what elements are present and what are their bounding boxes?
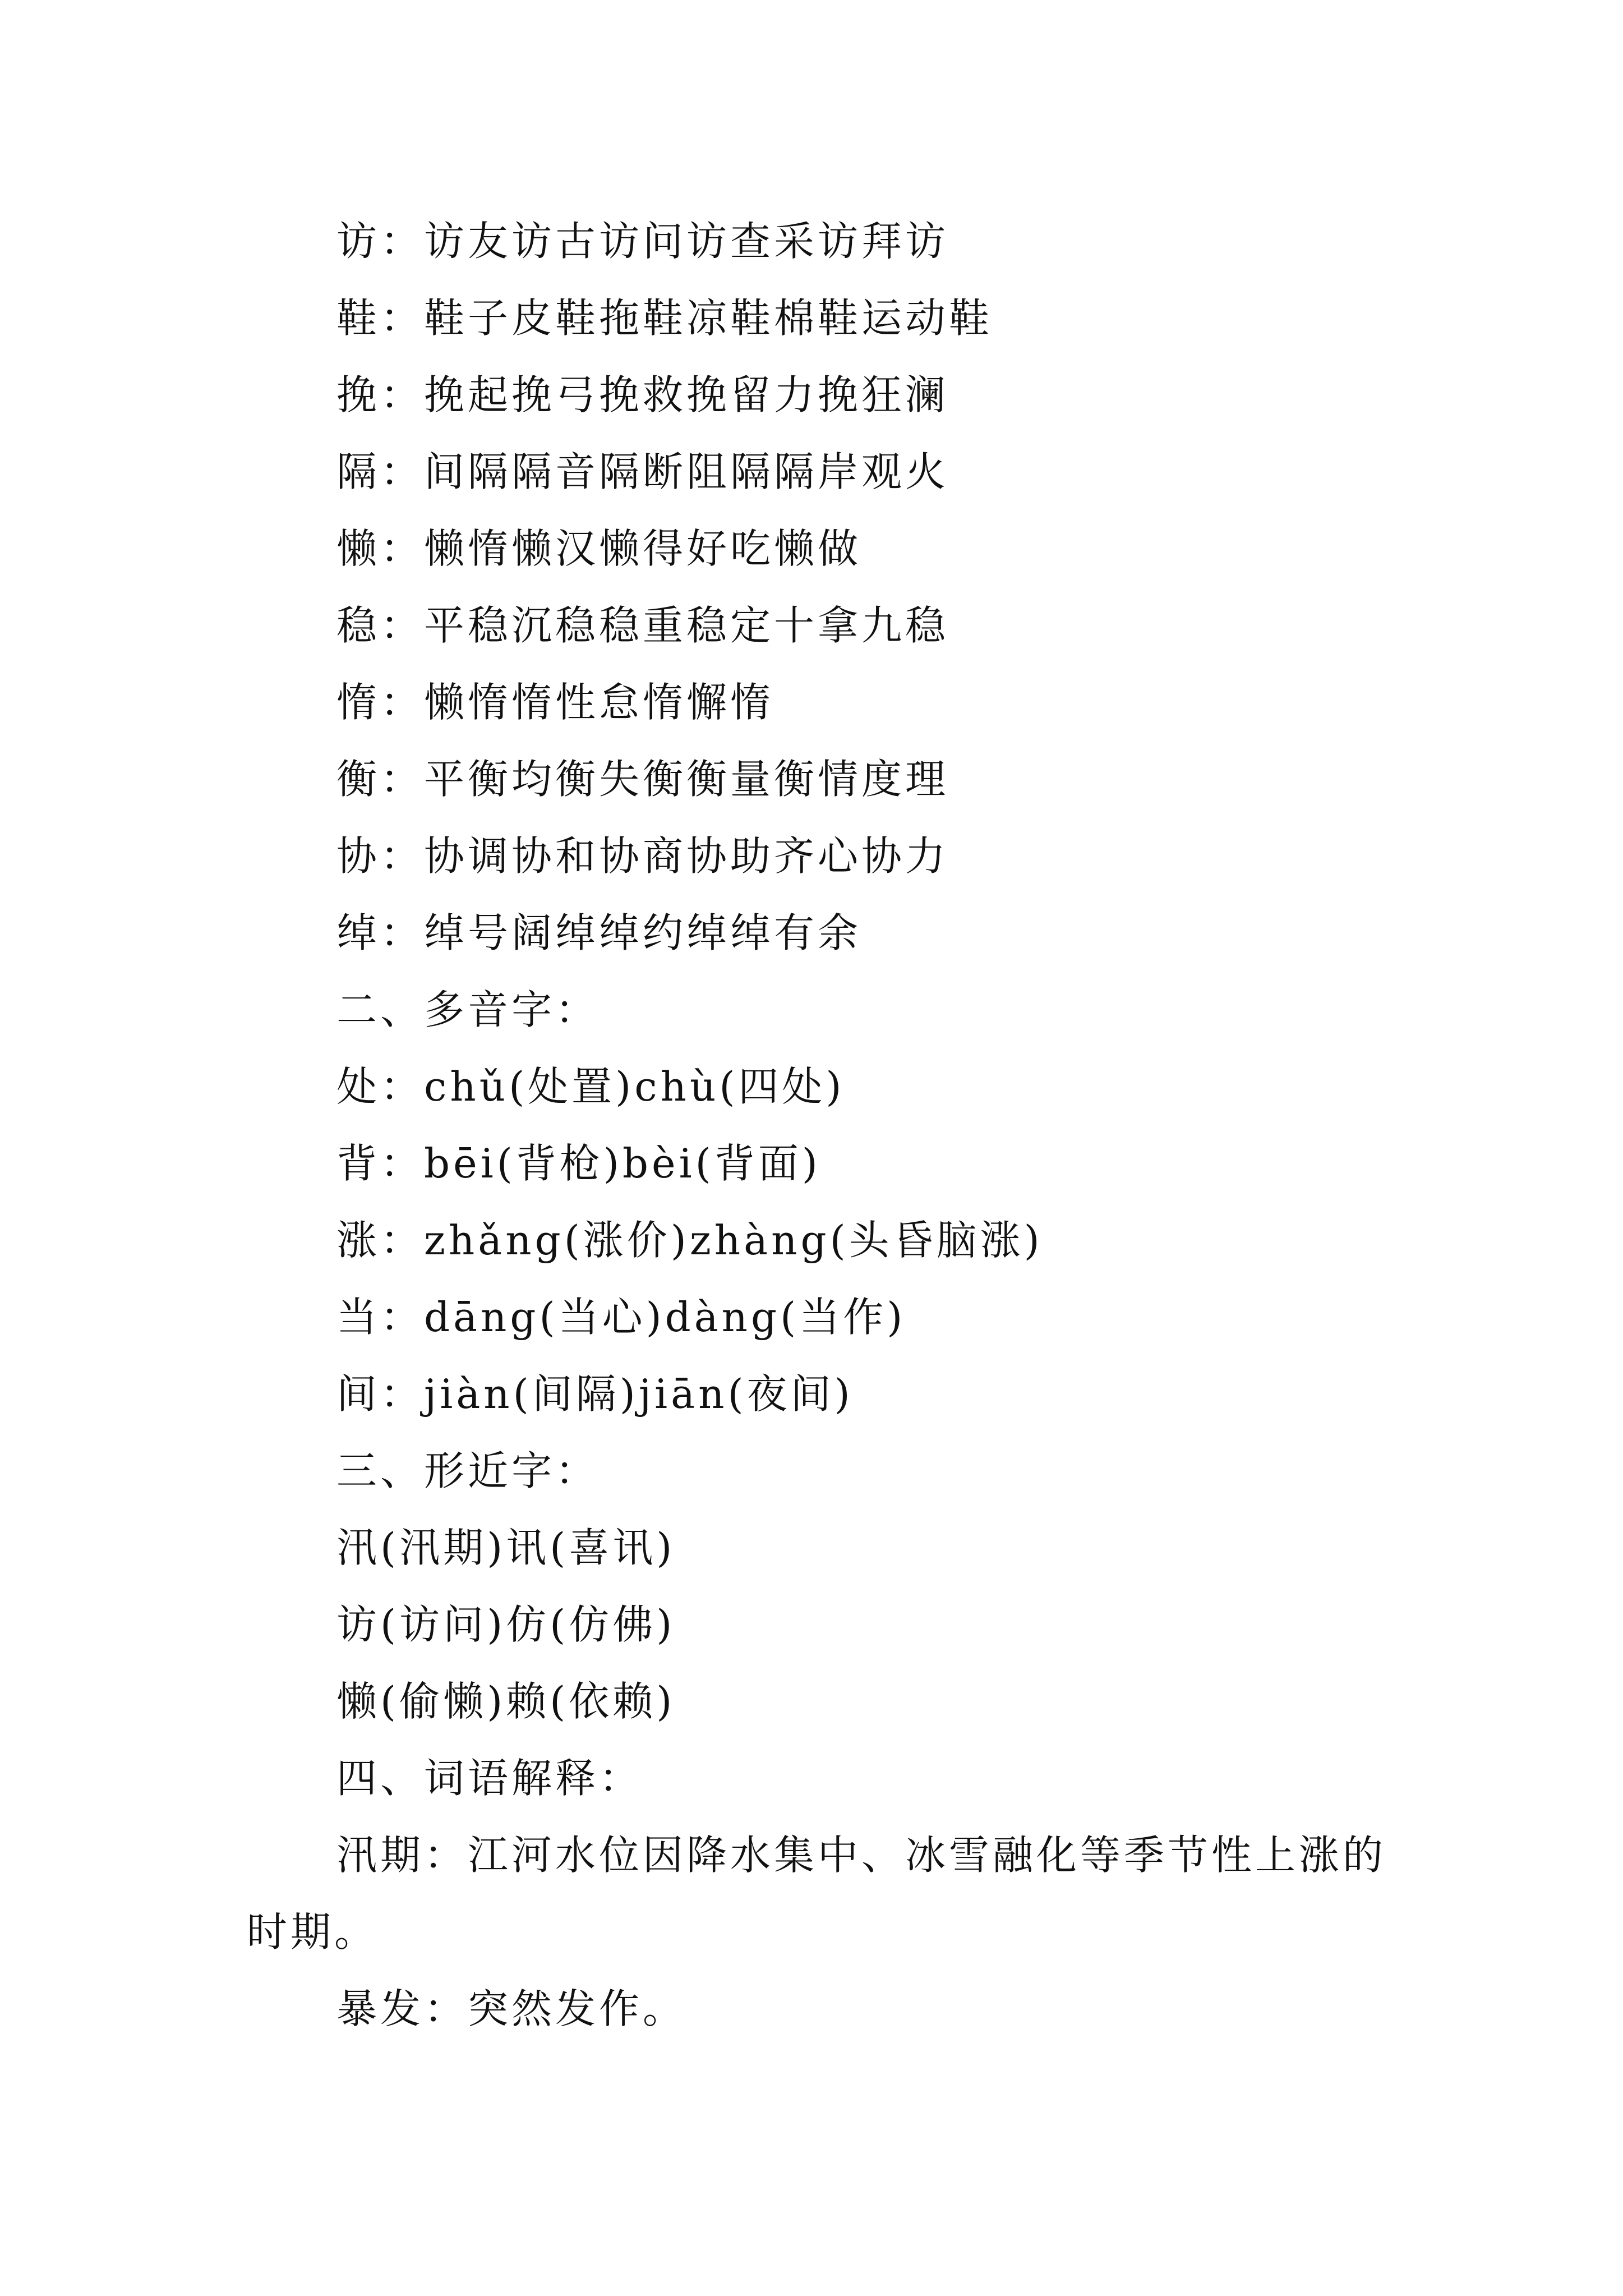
text-line: 访：访友访古访问访查采访拜访: [336, 218, 949, 265]
text-line: 间：jiàn(间隔)jiān(夜间): [336, 1370, 854, 1418]
text-line: 懒(偷懒)赖(依赖): [336, 1678, 676, 1725]
text-line: 隔：间隔隔音隔断阻隔隔岸观火: [336, 448, 949, 495]
text-line: 鞋：鞋子皮鞋拖鞋凉鞋棉鞋运动鞋: [336, 295, 993, 342]
text-line: 汛(汛期)讯(喜讯): [336, 1524, 676, 1571]
text-line: 当：dāng(当心)dàng(当作): [336, 1294, 906, 1341]
document-body: [247, 203, 1391, 2047]
section-heading: 三、形近字：: [336, 1447, 600, 1494]
text-line: 访(访问)仿(仿佛): [336, 1601, 676, 1648]
section-heading: 二、多音字：: [336, 986, 600, 1033]
text-line: 懒：懒惰懒汉懒得好吃懒做: [336, 525, 862, 572]
text-line: 惰：懒惰惰性怠惰懈惰: [336, 679, 774, 726]
text-line: 背：bēi(背枪)bèi(背面): [336, 1140, 821, 1187]
paragraph: 汛期：江河水位因降水集中、冰雪融化等季节性上涨的时期。: [247, 1832, 1387, 1955]
text-line: 协：协调协和协商协助齐心协力: [336, 832, 949, 880]
text-line: 处：chǔ(处置)chù(四处): [336, 1063, 845, 1110]
text-line: 衡：平衡均衡失衡衡量衡情度理: [336, 756, 949, 803]
text-line: 涨：zhǎng(涨价)zhàng(头昏脑涨): [336, 1217, 1043, 1264]
text-line: 绰：绰号阔绰绰约绰绰有余: [336, 909, 862, 956]
text-line: 暴发：突然发作。: [336, 1985, 687, 2032]
section-heading: 四、词语解释：: [336, 1755, 643, 1802]
text-line: 挽：挽起挽弓挽救挽留力挽狂澜: [336, 371, 949, 418]
text-line: 稳：平稳沉稳稳重稳定十拿九稳: [336, 602, 949, 649]
